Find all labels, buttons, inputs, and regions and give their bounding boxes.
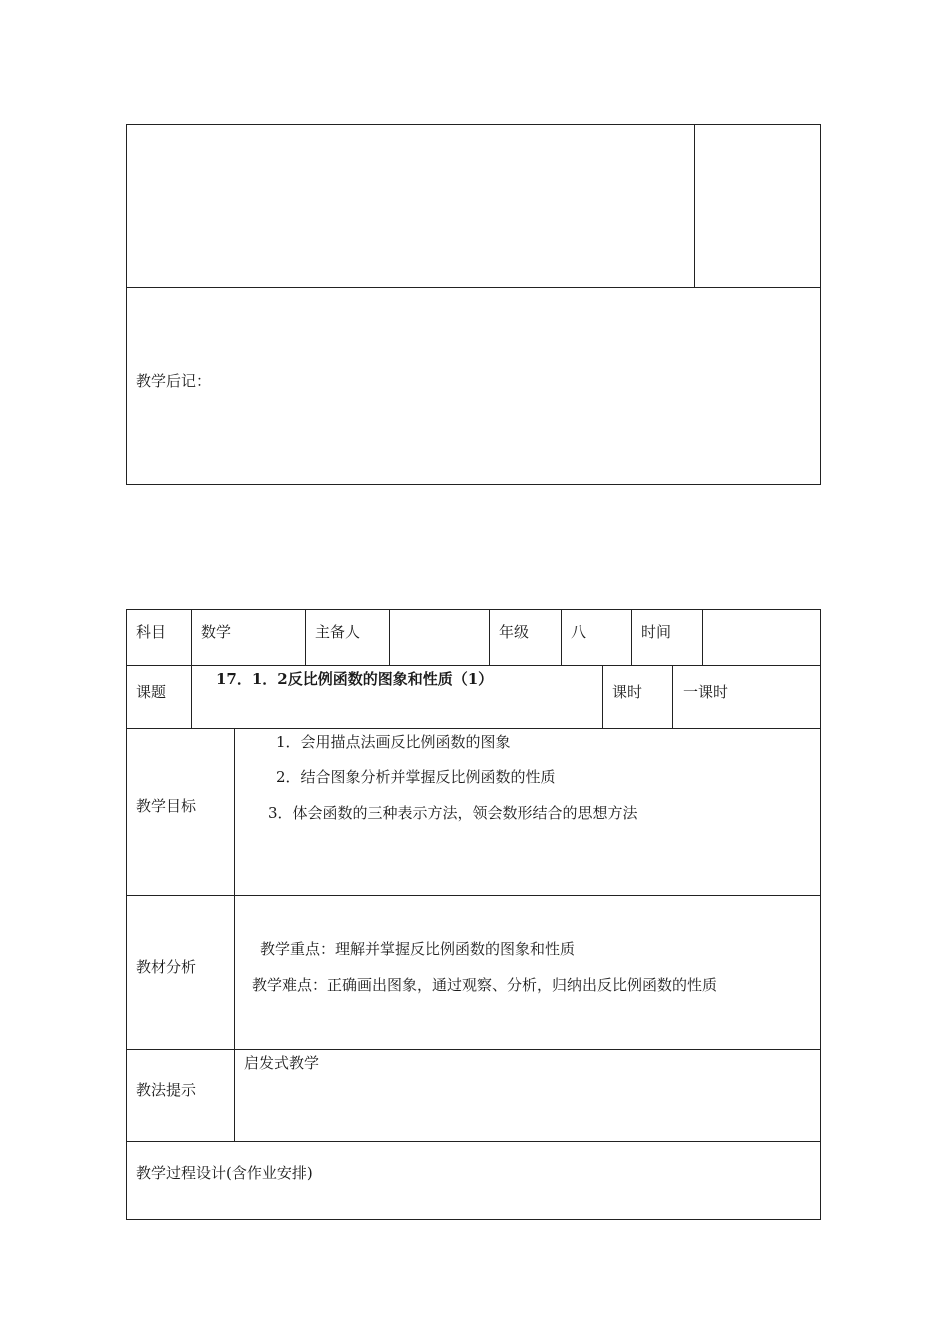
row-divider-4 bbox=[126, 1049, 821, 1050]
row1-divider-b bbox=[305, 609, 306, 666]
difficult-point: 教学难点：正确画出图象，通过观察、分析，归纳出反比例函数的性质 bbox=[252, 976, 718, 994]
key-point: 教学重点：理解并掌握反比例函数的图象和性质 bbox=[260, 940, 576, 958]
period-label: 课时 bbox=[612, 683, 643, 701]
objective-item: 2．结合图象分析并掌握反比例函数的性质 bbox=[276, 768, 556, 786]
notes-table bbox=[126, 124, 821, 485]
objective-item: 3．体会函数的三种表示方法，领会数形结合的思想方法 bbox=[268, 804, 638, 822]
notes-table-column-divider bbox=[694, 124, 695, 288]
label-column-divider bbox=[234, 728, 235, 1142]
objectives-label: 教学目标 bbox=[136, 797, 197, 815]
postscript-label: 教学后记： bbox=[136, 372, 212, 390]
topic-label: 课题 bbox=[136, 683, 167, 701]
row1-divider-f bbox=[631, 609, 632, 666]
row1-divider-e bbox=[561, 609, 562, 666]
row-divider-3 bbox=[126, 895, 821, 896]
row2-divider-c bbox=[672, 665, 673, 729]
time-label: 时间 bbox=[641, 623, 672, 641]
row2-divider-b bbox=[602, 665, 603, 729]
grade-value: 八 bbox=[571, 623, 587, 641]
process-label: 教学过程设计(含作业安排) bbox=[136, 1164, 313, 1182]
row1-divider-d bbox=[489, 609, 490, 666]
period-value: 一课时 bbox=[683, 683, 729, 701]
subject-value: 数学 bbox=[201, 623, 232, 641]
row1-divider-c bbox=[389, 609, 390, 666]
method-value: 启发式教学 bbox=[244, 1054, 320, 1072]
row2-divider-a bbox=[191, 665, 192, 729]
row1-divider-g bbox=[702, 609, 703, 666]
row1-divider-a bbox=[191, 609, 192, 666]
row-divider-1 bbox=[126, 665, 821, 666]
notes-table-row-divider bbox=[126, 287, 821, 288]
grade-label: 年级 bbox=[499, 623, 530, 641]
analysis-label: 教材分析 bbox=[136, 958, 197, 976]
topic-value: 17．1．2反比例函数的图象和性质（1） bbox=[216, 670, 494, 688]
row-divider-5 bbox=[126, 1141, 821, 1142]
objective-item: 1．会用描点法画反比例函数的图象 bbox=[276, 733, 511, 751]
method-label: 教法提示 bbox=[136, 1081, 197, 1099]
row-divider-2 bbox=[126, 728, 821, 729]
subject-label: 科目 bbox=[136, 623, 167, 641]
preparer-label: 主备人 bbox=[315, 623, 361, 641]
